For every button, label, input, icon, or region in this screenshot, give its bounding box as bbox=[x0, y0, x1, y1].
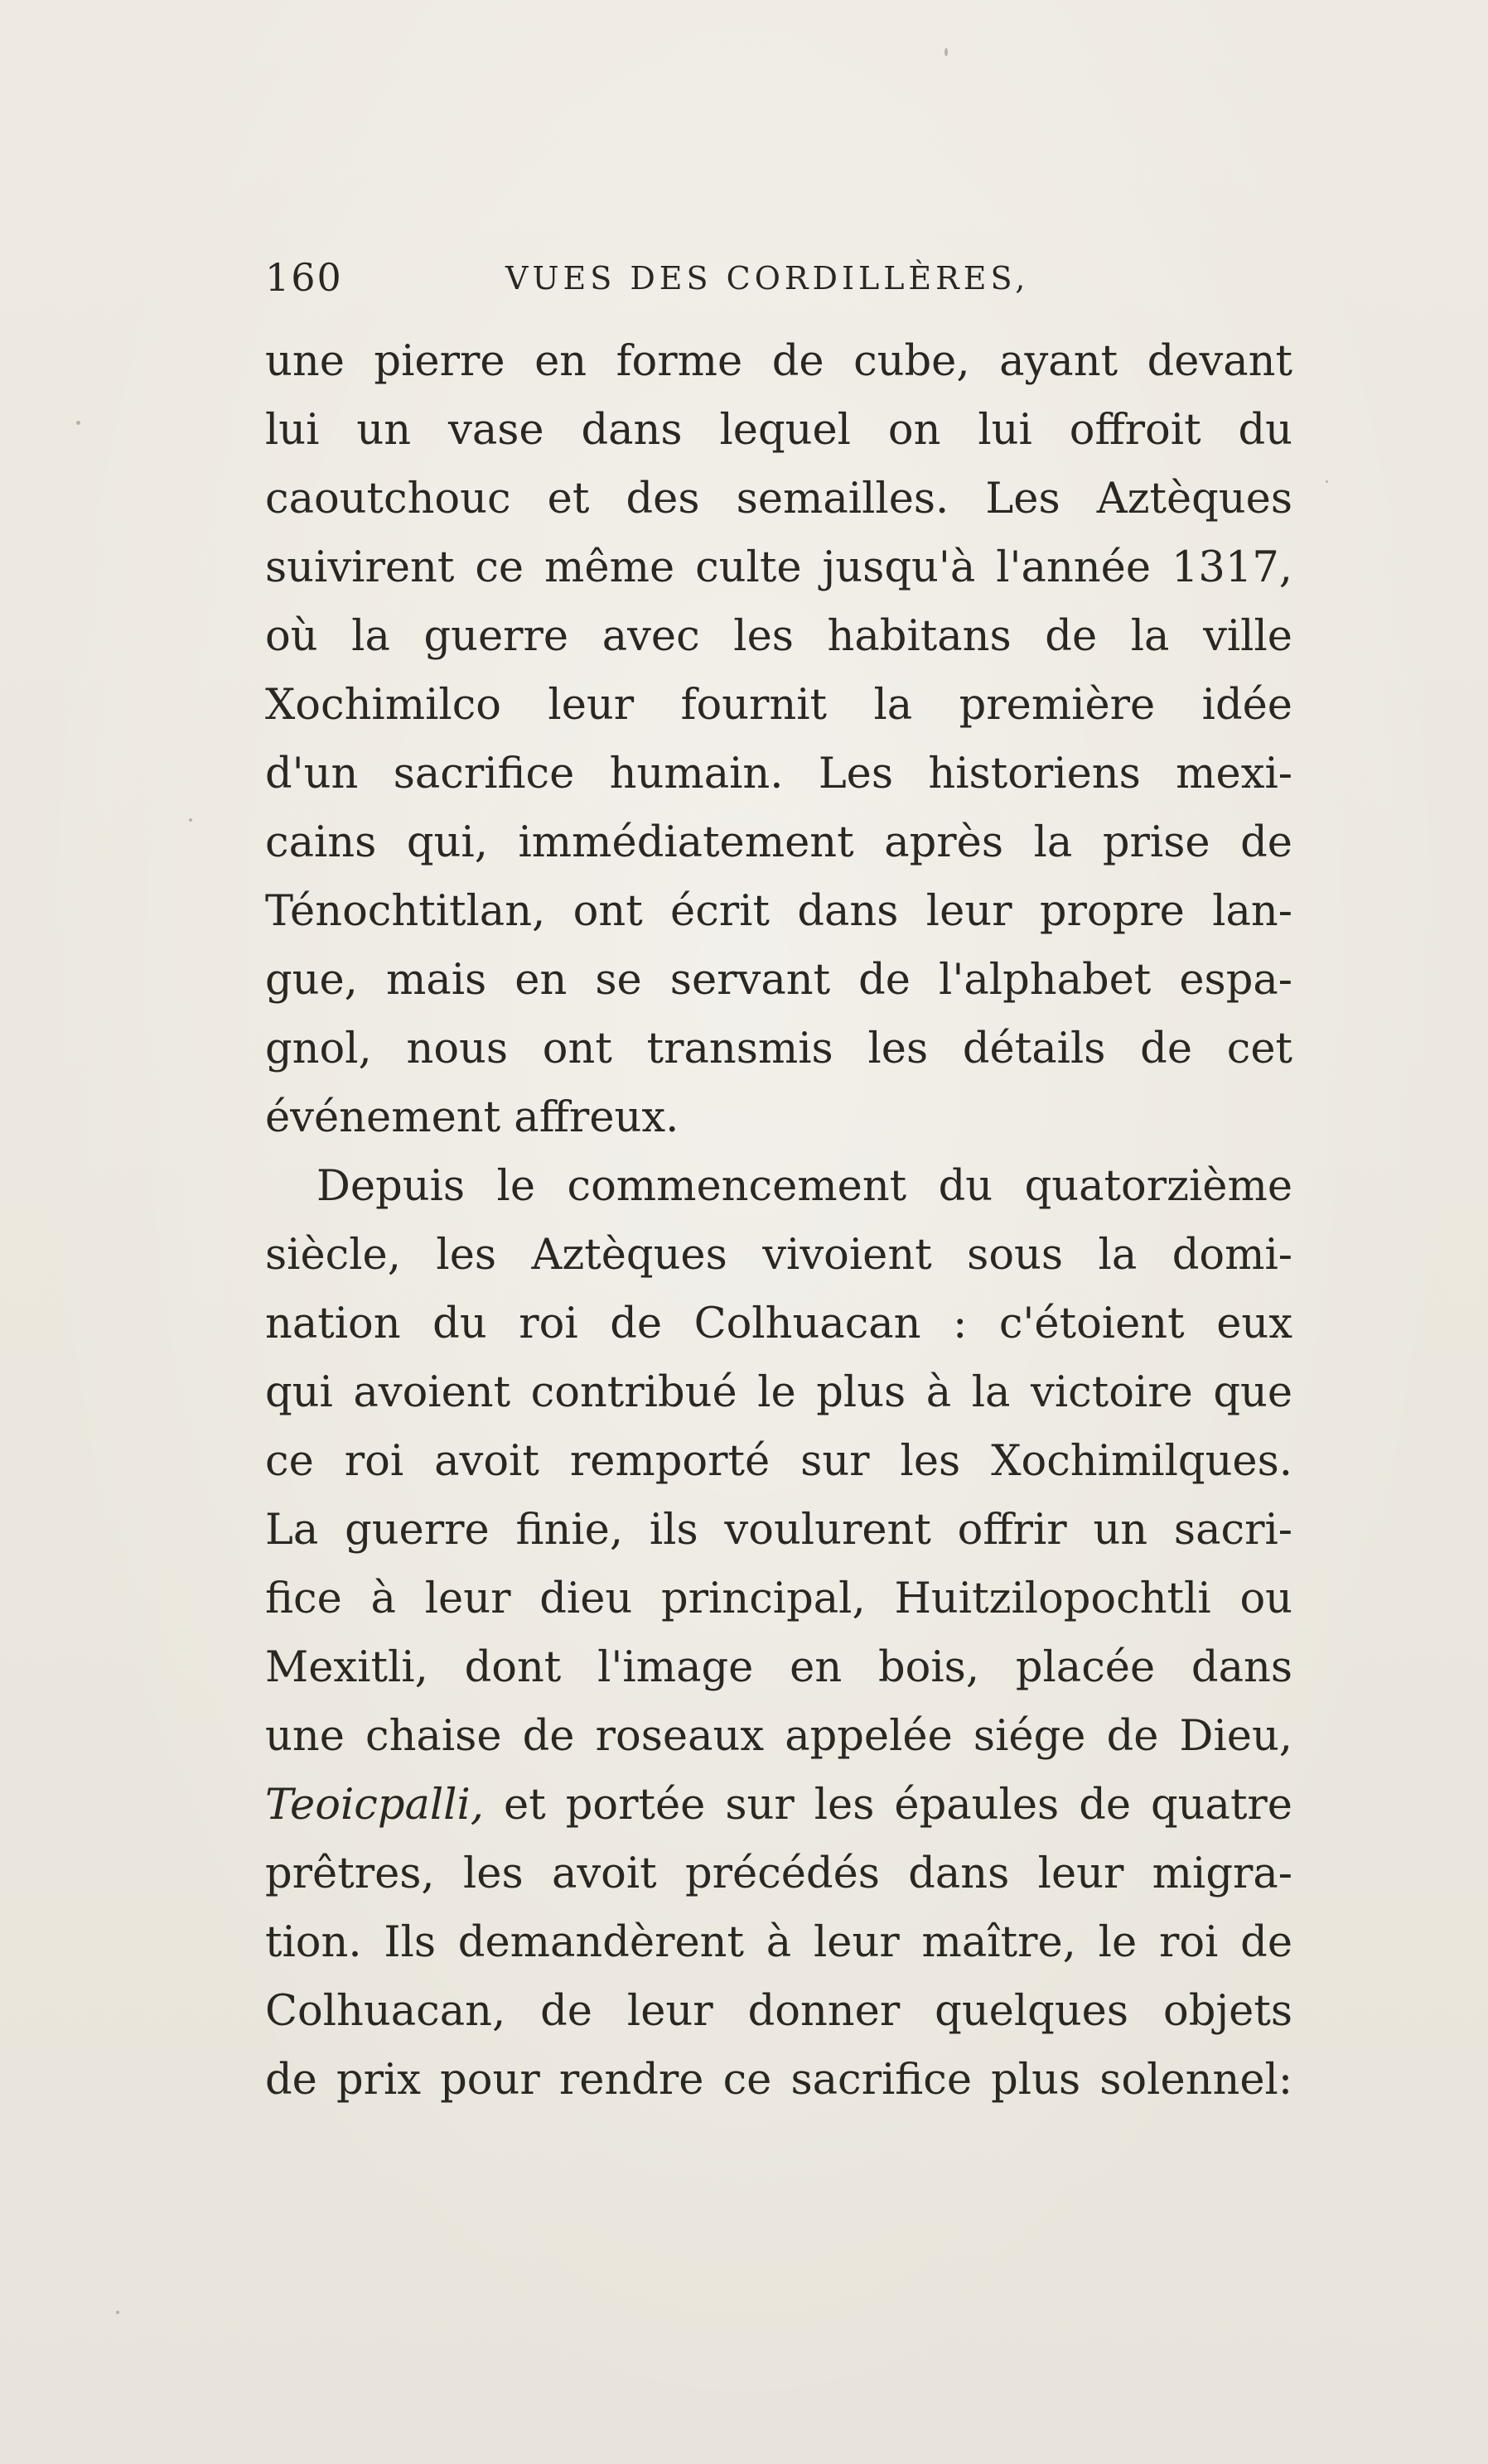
body-text bbox=[265, 327, 1292, 2114]
running-head: VUES DES CORDILLÈRES, bbox=[505, 260, 1030, 297]
paper-speck bbox=[944, 48, 948, 56]
text-line: une chaise de roseaux appelée siége de Dieu, bbox=[265, 1712, 1292, 1761]
text-line: gue, mais en se servant de l'alphabet espa- bbox=[265, 956, 1292, 1005]
text-line: suivirent ce même culte jusqu'à l'année 1317, bbox=[265, 543, 1292, 592]
text-line: Mexitli, dont l'image en bois, placée dans bbox=[265, 1643, 1292, 1692]
text-line: prêtres, les avoit précédés dans leur migra- bbox=[265, 1849, 1292, 1898]
text-line: où la guerre avec les habitans de la ville bbox=[265, 612, 1292, 661]
text-line: d'un sacrifice humain. Les historiens mexi- bbox=[265, 750, 1292, 798]
text-line: ce roi avoit remporté sur les Xochimilques. bbox=[265, 1437, 1292, 1486]
text-line: lui un vase dans lequel on lui offroit du bbox=[265, 406, 1292, 455]
text-line: nation du roi de Colhuacan : c'étoient eux bbox=[265, 1300, 1292, 1348]
text-line: cains qui, immédiatement après la prise de bbox=[265, 818, 1292, 867]
page-header bbox=[265, 255, 1292, 305]
text-line: qui avoient contribué le plus à la victoire que bbox=[265, 1368, 1292, 1417]
text-line-with-italic bbox=[265, 1771, 1292, 1840]
text-line: Depuis le commencement du quatorzième bbox=[316, 1162, 1292, 1211]
text-line: Xochimilco leur fournit la première idée bbox=[265, 681, 1292, 730]
text-line: Ténochtitlan, ont écrit dans leur propre lan- bbox=[265, 887, 1292, 936]
paragraph-1 bbox=[265, 327, 1292, 1152]
text-line-rest: et portée sur les épaules de quatre bbox=[484, 1781, 1292, 1830]
text-line: tion. Ils demandèrent à leur maître, le roi de bbox=[265, 1918, 1292, 1967]
text-line: siècle, les Aztèques vivoient sous la domi- bbox=[265, 1231, 1292, 1280]
text-line: événement affreux. bbox=[265, 1093, 679, 1142]
paragraph-2 bbox=[265, 1152, 1292, 2114]
text-line: une pierre en forme de cube, ayant devant bbox=[265, 337, 1292, 386]
paper-speck bbox=[76, 421, 80, 425]
text-line: fice à leur dieu principal, Huitzilopochtli ou bbox=[265, 1574, 1292, 1623]
italic-term: Teoicpalli, bbox=[265, 1781, 485, 1830]
text-line: gnol, nous ont transmis les détails de cet bbox=[265, 1025, 1292, 1073]
text-line: de prix pour rendre ce sacrifice plus solennel: bbox=[265, 2056, 1292, 2105]
text-line: La guerre finie, ils voulurent offrir un sacri- bbox=[265, 1506, 1292, 1555]
paper-speck bbox=[189, 818, 192, 822]
text-line: caoutchouc et des semailles. Les Aztèques bbox=[265, 475, 1292, 523]
paper-speck bbox=[1326, 480, 1328, 483]
page-number: 160 bbox=[265, 255, 343, 300]
paper-speck bbox=[116, 2311, 119, 2314]
text-line: Colhuacan, de leur donner quelques objets bbox=[265, 1987, 1292, 2036]
